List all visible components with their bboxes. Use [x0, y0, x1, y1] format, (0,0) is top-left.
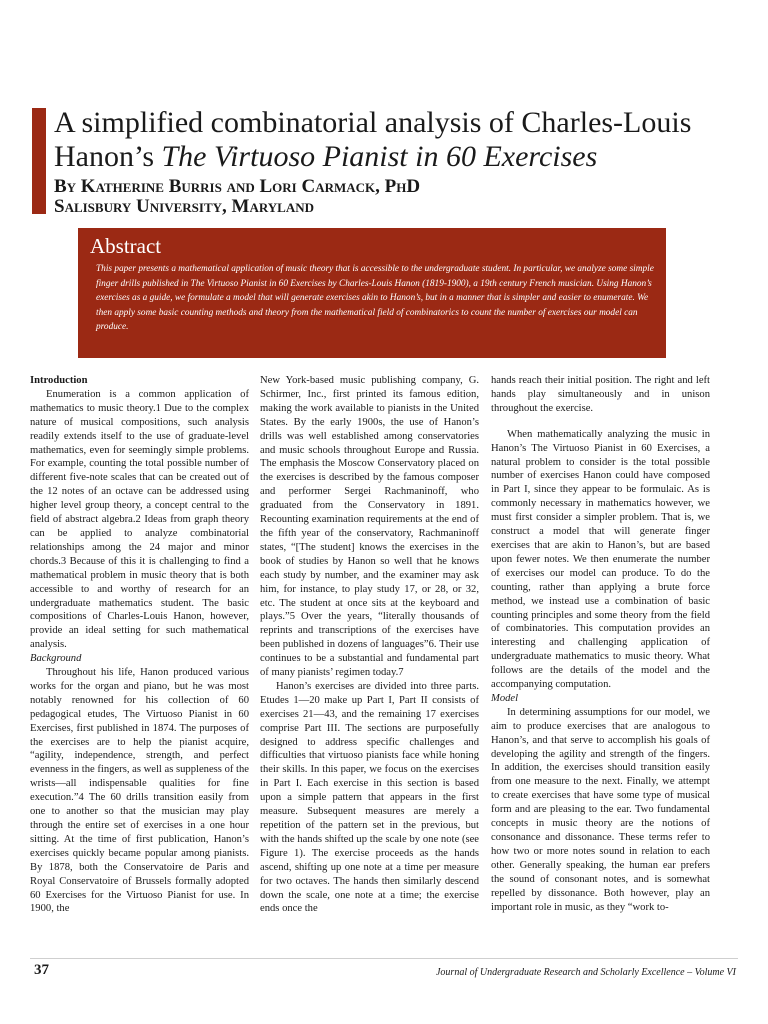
parts-continued-paragraph: hands reach their initial position. The right and left hands play simultaneously and in unison throughout the exercise. [491, 375, 710, 414]
introduction-paragraph: Enumeration is a common application of mathematics to music theory.1 Due to the complex nature of musical compositions, such analysis readily extends itself to the use of graduate-level mathematics, even for seemingly simple problems. For example, counting the total possible number of different five-note scales that can be created out of the 12 notes of an octave can be addressed using higher level group theory, a concept central to the field of abstract algebra.2 Ideas from graph theory can be applied to analyze combinatorial relationships among the 24 major and minor chords.3 Because of this it is challenging to find a mathematical problem in music theory that is both accessible to and worthy of research for an undergraduate mathematics student. The basic compositions of Charles-Louis Hanon, however, provide an ideal setting for such mathematical analysis. [30, 388, 249, 651]
abstract-box [78, 228, 666, 358]
paragraph-gap [491, 416, 710, 428]
journal-footer: Journal of Undergraduate Research and Scholarly Excellence – Volume VI [435, 967, 736, 978]
text-column-2 [260, 374, 479, 916]
model-paragraph: In determining assumptions for our model, we aim to produce exercises that are analogous to Hanon’s, and that serve to accomplish his goals of developing the agility and strength of the fingers. In addition, the exercises should transition easily from one measure to the next. Finally, we attempt to create exercises that have some type of musical form and are pleasing to the ear. Two fundamental concepts in music theory are the notions of consonance and dissonance. These terms refer to how two or more notes sound in relation to each other. Generally speaking, the human ear prefers the sound of consonant notes, and is somewhat repelled by dissonance. Both however, play an important role in music, as they “work to- [491, 706, 710, 913]
title-accent-bar [32, 108, 46, 214]
author-line: By Katherine Burris and Lori Carmack, PhD [54, 176, 421, 197]
text-column-3 [491, 374, 710, 914]
abstract-heading: Abstract [90, 234, 162, 258]
model-heading: Model [491, 692, 519, 704]
title-main-text: A simplified combinatorial analysis of Charles-Louis Hanon’s [54, 106, 692, 173]
background-paragraph: Throughout his life, Hanon produced various works for the organ and piano, but he was most notably renowned for his collection of 60 pedagogical etudes, The Virtuoso Pianist in 60 Exercises, first published in 1874. The purposes of the exercises are to help the pianist acquire, “agility, independence, strength, and perfect evenness in the fingers, as well as suppleness of the wrists—all indispensable qualities for fine execution.”4 The 60 drills transition easily from one to another so that the musician may play through the entire set of exercises in a one hour sitting. At the time of first publication, Hanon’s exercises quickly became popular among pianists. By 1878, both the Conservatoire de Paris and Royal Conservatoire of Brussels formally adopted 60 Exercises for the Virtuoso Pianist for use. In 1900, the [30, 667, 249, 915]
parts-paragraph: Hanon’s exercises are divided into three parts. Etudes 1—20 make up Part I, Part II consists of exercises 21—43, and the remaining 17 exercises comprise Part III. The sections are purposefully designed to address specific challenges and difficulties that virtuoso pianists face while honing their skills. In this paper, we focus on the exercises in Part I. Each exercise in this section is based upon a simple pattern that appears in the first measure. Subsequent measures are merely a repetition of the pattern set in the previous, but with the hands shifted up the scale by one note (see Figure 1). The exercise proceeds as the hands ascend, shifting up one note at a time per measure for two octaves. The hands then similarly descend down the scale, one note at a time; the exercise ends once the [260, 680, 479, 915]
text-column-1 [30, 374, 249, 916]
background-continued-paragraph: New York-based music publishing company, G. Schirmer, Inc., first printed its famous edition, making the work available to pianists in the United States. By the early 1900s, the use of Hanon’s drills was well established among conservatories and music schools throughout Europe and Russia. The emphasis the Moscow Conservatory placed on the exercises is described by the famous composer and performer Sergei Rachmaninoff, who graduated from the Conservatory in 1891. Recounting examination requirements at the end of the fifth year of the conservatory, Rachmaninoff states, “[The student] knows the exercises in the book of studies by Hanon so well that he knows each study by number, and the examiner may ask him, for instance, to play study 17, or 28, or 32, etc. The student at once sits at the keyboard and plays.”5 Over the years, “literally thousands of reprints and transcriptions of the exercises have been published in dozens of languages”6. Their use continues to be a substantial and fundamental part of many pianists’ regimen today.7 [260, 375, 479, 679]
analysis-paragraph: When mathematically analyzing the music in Hanon’s The Virtuoso Pianist in 60 Exercises, a natural problem to consider is the total possible number of exercises Hanon could have composed in Part I, since they appear to be formulaic. As is commonly necessary in mathematics however, we must first consider a simpler problem. That is, we construct a model that will generate finger exercises that are akin to Hanon’s, but are based upon fewer notes. We then enumerate the number of exercises our model can produce. To do the counting, rather than applying a brute force method, we instead use a combination of basic counting principles and some theory from the field of combinatories. This computation provides an interesting and challenging application of undergraduate mathematics to music theory. What follows are the details of the model and the accompanying computation. [491, 428, 710, 691]
title-italic-text: The Virtuoso Pianist in 60 Exercises [161, 140, 598, 173]
article-title [54, 106, 744, 174]
footer-divider [30, 958, 738, 959]
introduction-heading: Introduction [30, 375, 88, 386]
abstract-text: This paper presents a mathematical application of music theory that is accessible to the undergraduate student. In particular, we analyze some simple finger drills published in The Virtuoso Pianist in 60 Exercises by Charles-Louis Hanon (1819-1900), a 19th century French musician. Using Hanon’s exercises as a guide, we formulate a model that will generate exercises akin to Hanon’s, but in a manner that is simpler and easier to enumerate. We then apply some basic counting methods and theory from the mathematical field of combinatorics to count the number of exercises our model can produce. [96, 264, 654, 333]
page-number: 37 [34, 962, 49, 978]
affiliation-line: Salisbury University, Maryland [54, 196, 314, 217]
background-heading: Background [30, 653, 82, 665]
